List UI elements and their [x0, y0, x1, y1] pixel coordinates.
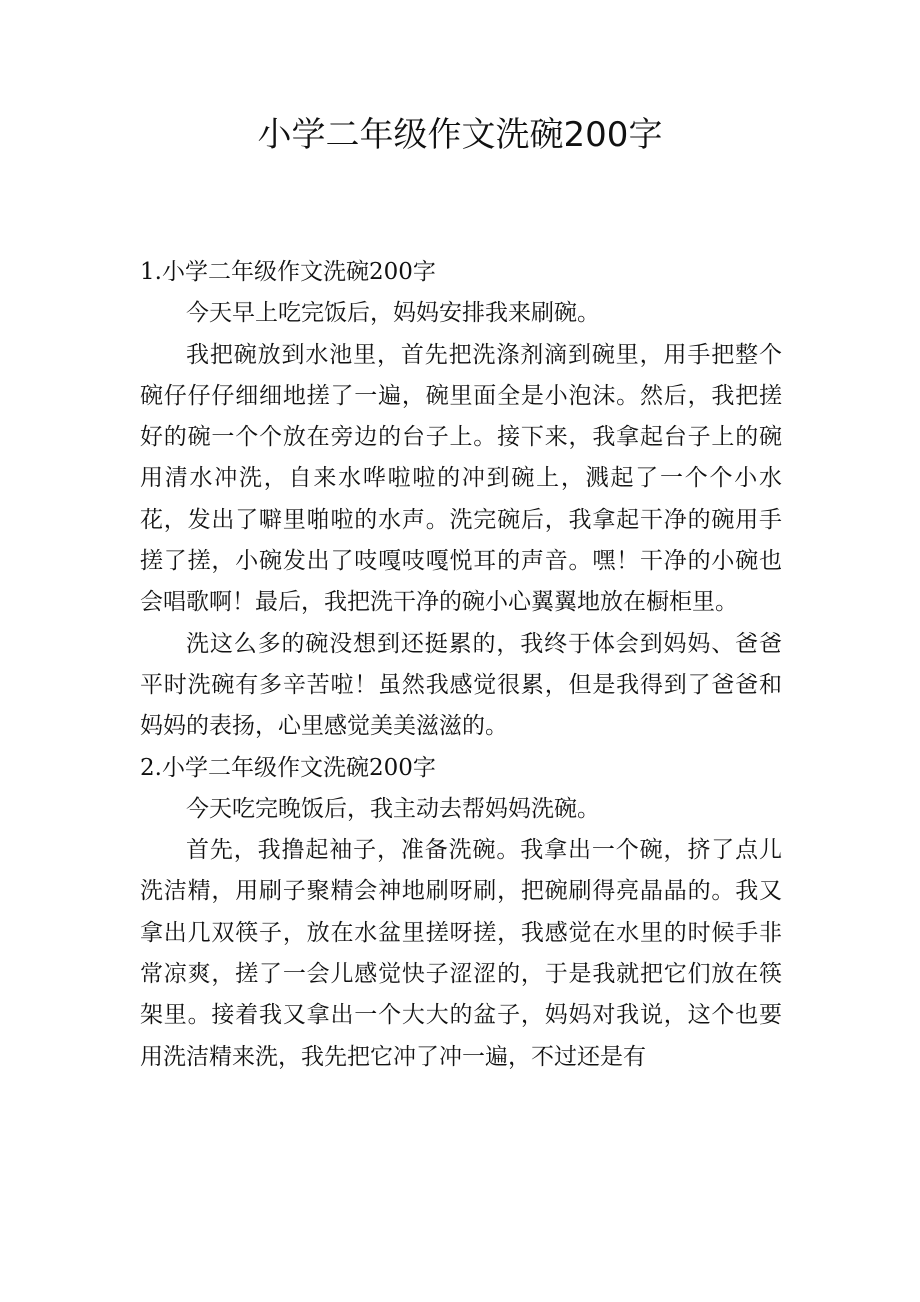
essay-section-2 — [140, 748, 782, 1078]
essay-section-1 — [140, 252, 782, 748]
section-heading: 1.小学二年级作文洗碗200字 — [140, 259, 436, 285]
document-body — [140, 252, 782, 1078]
section-heading: 2.小学二年级作文洗碗200字 — [140, 754, 436, 781]
document-title: 小学二年级作文洗碗200字 — [257, 115, 663, 155]
paragraph: 洗这么多的碗没想到还挺累的，我终于体会到妈妈、爸爸平时洗碗有多辛苦啦！虽然我感觉很累，但是我得到了爸爸和妈妈的表扬，心里感觉美美滋滋的。 — [140, 630, 782, 740]
paragraph: 我把碗放到水池里，首先把洗涤剂滴到碗里，用手把整个碗仔仔仔细细地搓了一遍，碗里面全是小泡沫。然后，我把搓好的碗一个个放在旁边的台子上。接下来，我拿起台子上的碗用清水冲洗，自来水哗啦啦的冲到碗上，溅起了一个个小水花，发出了噼里啪啦的水声。洗完碗后，我拿起干净的碗用手搓了搓，小碗发出了吱嘎吱嘎悦耳的声音。嘿！干净的小碗也会唱歌啊！最后，我把洗干净的碗小心翼翼地放在橱柜里。 — [140, 341, 782, 616]
paragraph: 首先，我撸起袖子，准备洗碗。我拿出一个碗，挤了点儿洗洁精，用刷子聚精会神地刷呀刷，把碗刷得亮晶晶的。我又拿出几双筷子，放在水盆里搓呀搓，我感觉在水里的时候手非常凉爽，搓了一会儿感觉快子涩涩的，于是我就把它们放在筷架里。接着我又拿出一个大大的盆子，妈妈对我说，这个也要用洗洁精来洗，我先把它冲了冲一遍，不过还是有 — [140, 837, 782, 1070]
paragraph: 今天早上吃完饭后，妈妈安排我来刷碗。 — [186, 300, 600, 327]
paragraph: 今天吃完晚饭后，我主动去帮妈妈洗碗。 — [186, 795, 600, 822]
